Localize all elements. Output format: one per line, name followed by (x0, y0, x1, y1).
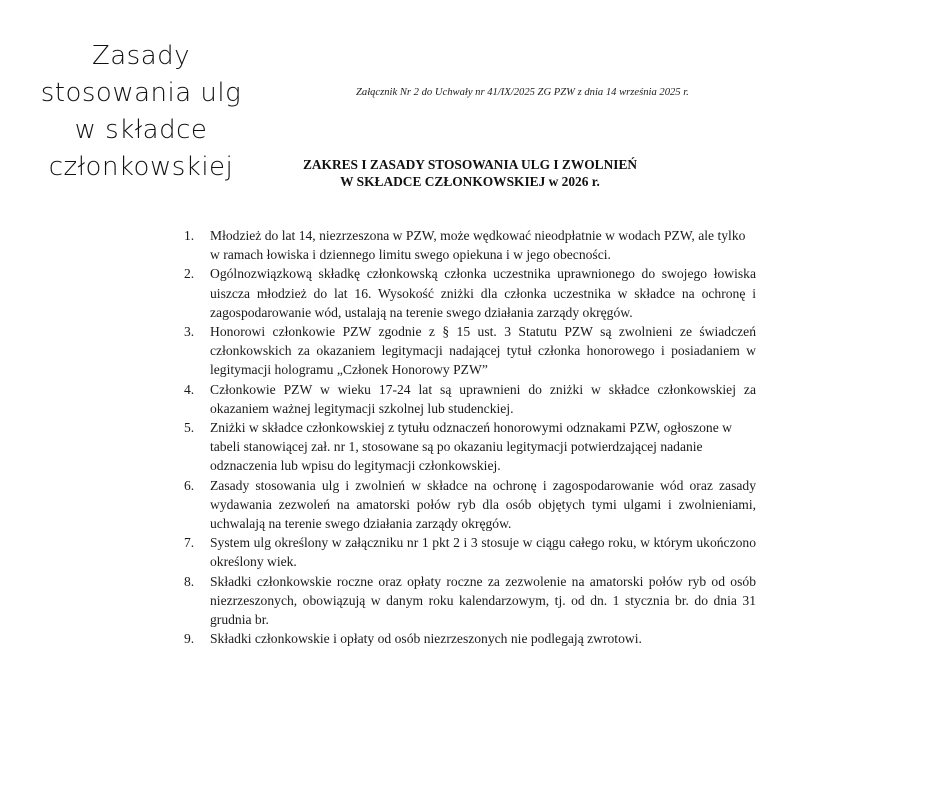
handwritten-heading-line: Zasady (91, 41, 191, 71)
rule-number: 1. (184, 228, 195, 243)
document-title (240, 156, 700, 190)
rule-item (184, 476, 756, 534)
rule-item (184, 572, 756, 630)
rules-list (184, 226, 756, 648)
document-title-line: ZAKRES I ZASADY STOSOWANIA ULG I ZWOLNIEŃ (302, 157, 638, 172)
rule-text: Zasady stosowania ulg i zwolnień w składce na ochronę i zagospodarowanie wód oraz zasady wydawania zezwoleń na amatorski połów ryb dla osób objętych tymi ulgami i zwolnieniami, uchwalają na terenie swego działania zarządy okręgów. (210, 477, 756, 532)
rule-text: Składki członkowskie i opłaty od osób niezrzeszonych nie podlegają zwrotowi. (210, 631, 642, 647)
rule-text: System ulg określony w załączniku nr 1 pkt 2 i 3 stosuje w ciągu całego roku, w którym ukończono określony wiek. (210, 535, 756, 570)
handwritten-heading-line: stosowania ulg (40, 78, 242, 108)
rule-number: 6. (184, 477, 195, 493)
handwritten-heading (36, 38, 246, 186)
annex-note: Załącznik Nr 2 do Uchwały nr 41/IX/2025 ZG PZW z dnia 14 września 2025 r. (356, 87, 689, 98)
rule-text: Honorowi członkowie PZW zgodnie z § 15 ust. 3 Statutu PZW są zwolnieni ze świadczeń członkowskich za okazaniem legitymacji nadającej tytuł członka honorowego i posiadaniem w legitymacji hologramu „Członek Honorowy PZW” (210, 324, 756, 378)
rule-number: 8. (184, 573, 195, 589)
rule-item (184, 380, 756, 418)
rule-item (184, 418, 756, 476)
rule-item (184, 264, 756, 322)
rule-number: 7. (184, 535, 195, 551)
rule-number: 5. (184, 420, 195, 436)
rule-item (184, 322, 756, 380)
rule-number: 3. (184, 324, 195, 340)
rule-item (184, 533, 756, 571)
document-title-line: W SKŁADCE CZŁONKOWSKIEJ w 2026 r. (340, 174, 600, 189)
rule-number: 2. (184, 266, 195, 282)
rule-text: Ogólnozwiązkową składkę członkowską członka uczestnika uprawnionego do swojego łowiska uiszcza młodzież do lat 16. Wysokość zniżki dla członka uczestnika w składce na ochronę i zagospodarowanie wód, ustalają na terenie swego działania zarządy okręgów. (210, 266, 756, 320)
rule-item (184, 629, 756, 648)
rule-text: Członkowie PZW w wieku 17-24 lat są uprawnieni do zniżki w składce członkowskiej za okazaniem ważnej legitymacji szkolnej lub studenckiej. (210, 381, 756, 416)
rule-number: 9. (184, 631, 195, 647)
rule-number: 4. (184, 381, 195, 397)
rule-text: Zniżki w składce członkowskiej z tytułu odznaczeń honorowymi odznakami PZW, ogłoszone w tabeli stanowiącej zał. nr 1, stosowane są po okazaniu legitymacji potwierdzającej nadanie odznaczenia lub wpisu do legitymacji członkowskiej. (210, 420, 732, 474)
rule-item (184, 226, 756, 264)
handwritten-heading-line: w składce (74, 115, 208, 145)
rule-text: Składki członkowskie roczne oraz opłaty roczne za zezwolenie na amatorski połów ryb od osób niezrzeszonych, obowiązują w danym roku kalendarzowym, tj. od dn. 1 stycznia br. do dnia 31 grudnia br. (210, 573, 756, 628)
rule-text: Młodzież do lat 14, niezrzeszona w PZW, może wędkować nieodpłatnie w wodach PZW, ale tylko w ramach łowiska i dziennego limitu swego opiekuna i w jego obecności. (210, 228, 746, 263)
handwritten-heading-line: członkowskiej (48, 152, 234, 182)
